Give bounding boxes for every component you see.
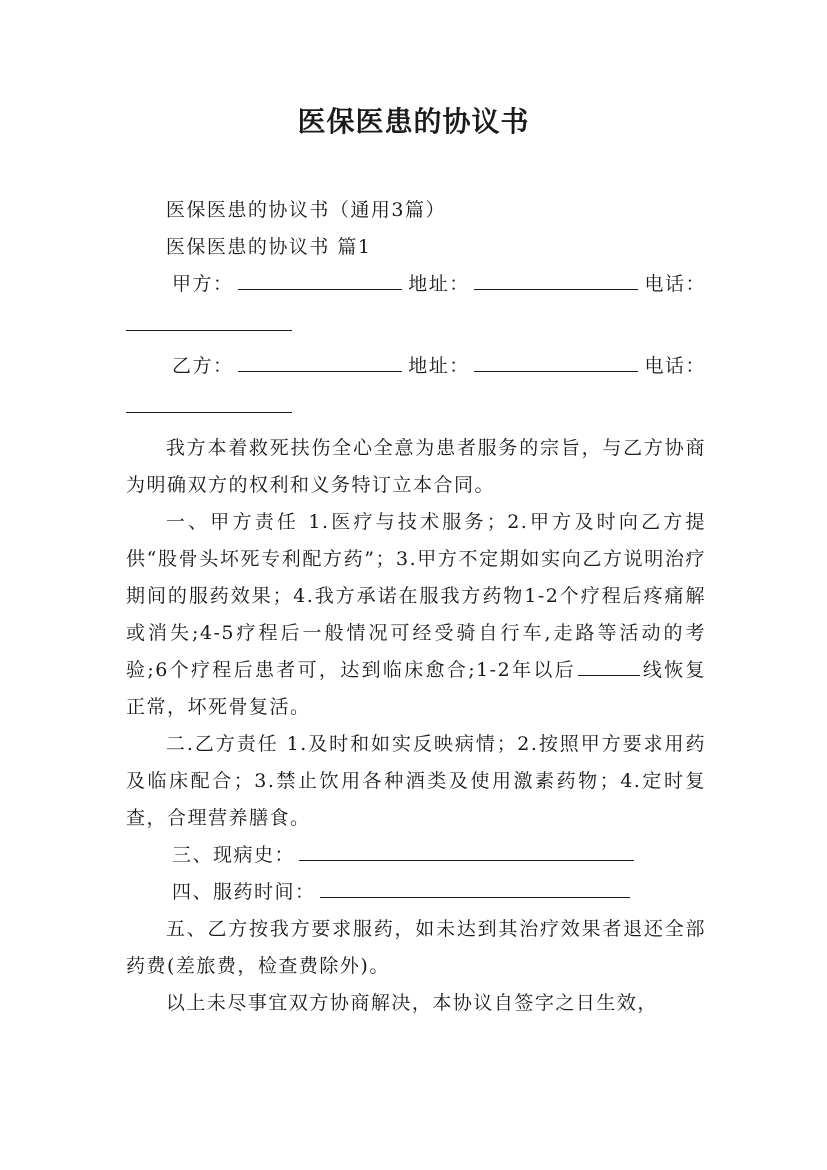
clause-3-blank (299, 859, 634, 861)
clause-4-row (126, 874, 706, 911)
party-b-row (126, 348, 706, 385)
document-body (126, 192, 706, 1022)
clause-1-paragraph (126, 504, 706, 726)
party-b-name-blank (238, 370, 403, 372)
clause-1-text: 一、甲方责任 1.医疗与技术服务；2.甲方及时向乙方提供“股骨头坏死专利配方药”；3.甲方不定期如实向乙方说明治疗期间的服药效果；4.我方承诺在服我方药物1-2个疗程后疼痛解或消失;4-5疗程后一般情况可经受骑自行车,走路等活动的考验;6个疗程后患者可，达到临床愈合;1-2年以后 (126, 511, 706, 681)
party-a-name-blank (238, 288, 403, 290)
part-heading: 医保医患的协议书 篇1 (165, 236, 372, 258)
party-a-address-label: 地址： (408, 273, 470, 295)
closing-paragraph: 以上未尽事宜双方协商解决，本协议自签字之日生效， (165, 992, 658, 1014)
clause-2-paragraph: 二.乙方责任 1.及时和如实反映病情；2.按照甲方要求用药及临床配合；3.禁止饮用各种酒类及使用激素药物；4.定时复查，合理营养膳食。 (126, 733, 706, 829)
clause-3-label: 三、现病史： (172, 844, 296, 866)
party-a-phone-line (126, 303, 706, 340)
clause-3-row (126, 837, 706, 874)
party-b-address-label: 地址： (408, 355, 470, 377)
clause-5-paragraph: 五、乙方按我方要求服药，如未达到其治疗效果者退还全部药费(差旅费，检查费除外)。 (126, 918, 706, 977)
party-b-label: 乙方： (172, 355, 234, 377)
party-a-row (126, 266, 706, 303)
party-b-address-blank (474, 370, 639, 372)
party-a-address-blank (474, 288, 639, 290)
party-b-phone-blank (126, 411, 292, 413)
party-a-phone-blank (126, 329, 292, 331)
clause-4-label: 四、服药时间： (172, 881, 316, 903)
party-b-phone-label: 电话： (644, 355, 706, 377)
party-a-phone-label: 电话： (644, 273, 706, 295)
clause-4-blank (320, 896, 630, 898)
clause-1-blank (578, 674, 640, 676)
subtitle: 医保医患的协议书（通用3篇） (165, 199, 446, 221)
document-title: 医保医患的协议书 (297, 105, 530, 138)
party-b-phone-line (126, 385, 706, 422)
party-a-label: 甲方： (172, 273, 234, 295)
intro-paragraph: 我方本着救死扶伤全心全意为患者服务的宗旨，与乙方协商为明确双方的权利和义务特订立本合同。 (126, 437, 706, 496)
clause-1-text-end: 线恢复正常，坏死骨复活。 (126, 659, 706, 718)
